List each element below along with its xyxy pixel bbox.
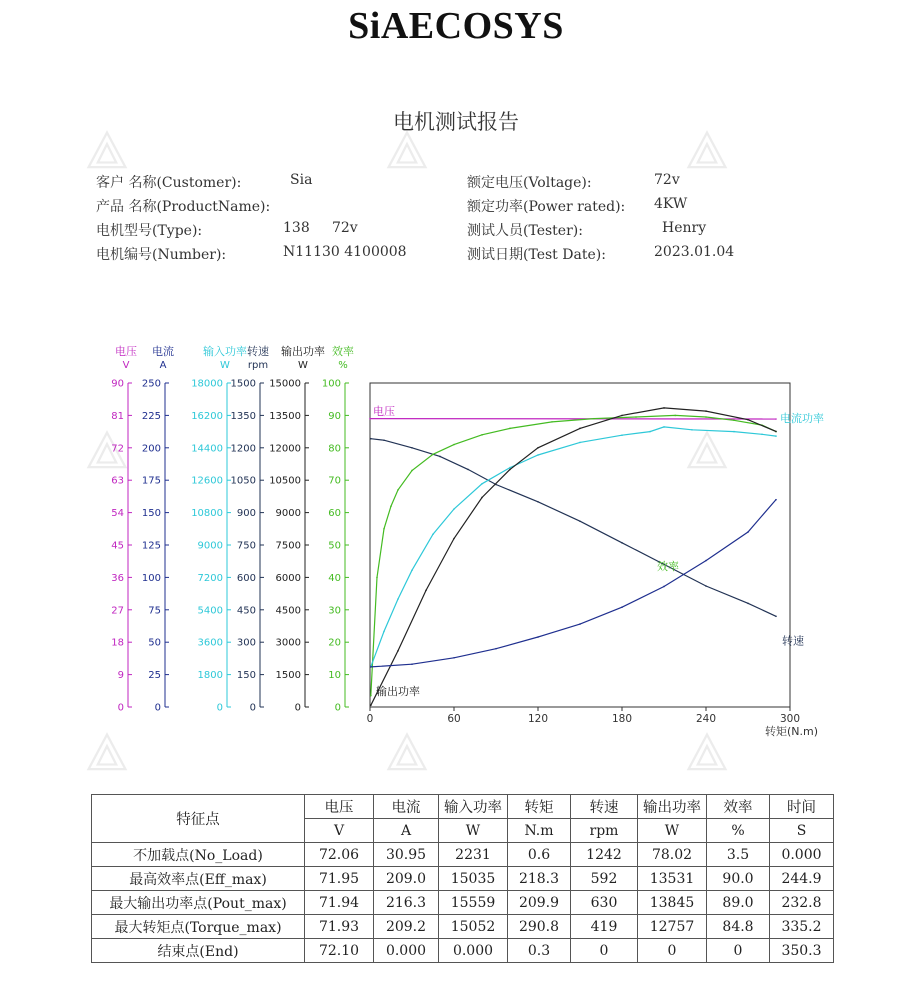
table-cell: 90.0 <box>707 867 770 891</box>
y-tick-label-voltage: 81 <box>111 410 124 422</box>
y-tick-label-speed: 1350 <box>230 410 256 422</box>
curve-label-efficiency: 效率 <box>657 560 679 573</box>
y-tick-label-voltage: 27 <box>111 605 124 617</box>
y-tick-label-speed: 450 <box>236 605 256 617</box>
series-line-speed <box>371 439 776 617</box>
column-header: 电流 <box>374 795 439 819</box>
data-point-input_power <box>397 598 399 600</box>
series-line-efficiency <box>371 415 776 695</box>
data-point-speed <box>411 447 413 449</box>
y-tick-label-current: 125 <box>141 540 161 552</box>
axis-title-speed: 转速 <box>247 345 269 358</box>
table-row <box>92 843 834 867</box>
info-voltage-label: 额定电压(Voltage): <box>467 175 592 191</box>
data-point-output_power <box>621 415 623 417</box>
data-point-output_power <box>425 590 427 592</box>
data-point-input_power <box>432 533 434 535</box>
y-tick-label-speed: 300 <box>236 637 256 649</box>
table-row <box>92 915 834 939</box>
unit-cell: A <box>374 819 439 843</box>
data-point-efficiency <box>411 470 413 472</box>
data-point-efficiency <box>705 416 707 418</box>
data-point-input_power <box>509 467 511 469</box>
unit-cell: % <box>707 819 770 843</box>
y-tick-label-efficiency: 30 <box>328 605 341 617</box>
data-point-input_power <box>761 434 763 436</box>
y-tick-label-voltage: 9 <box>117 670 124 682</box>
table-cell: 72.10 <box>305 939 374 963</box>
info-power-label: 额定功率(Power rated): <box>467 199 626 215</box>
y-tick-label-voltage: 36 <box>111 572 124 584</box>
data-point-output_power <box>705 410 707 412</box>
axis-unit-efficiency: % <box>338 360 348 371</box>
data-point-input_power <box>663 426 665 428</box>
data-point-current <box>621 606 623 608</box>
axis-title-output_power: 输出功率 <box>281 345 325 358</box>
x-tick-label: 120 <box>527 713 549 725</box>
x-tick-label: 180 <box>611 713 633 725</box>
axis-title-efficiency: 效率 <box>332 345 354 358</box>
data-point-input_power <box>691 429 693 431</box>
data-point-current <box>537 636 539 638</box>
data-point-current <box>775 499 777 501</box>
info-product-label: 产品 名称(ProductName): <box>96 199 271 215</box>
table-cell: 350.3 <box>770 939 834 963</box>
table-cell: 630 <box>571 891 638 915</box>
column-header: 输出功率 <box>638 795 707 819</box>
data-point-efficiency <box>376 577 378 579</box>
data-point-current <box>495 648 497 650</box>
y-tick-label-output_power: 9000 <box>275 508 301 520</box>
y-tick-label-current: 250 <box>141 378 161 390</box>
y-tick-label-efficiency: 10 <box>328 670 341 682</box>
table-cell: 0.000 <box>439 939 508 963</box>
data-point-speed <box>383 439 385 441</box>
info-voltage-value: 72v <box>654 172 680 188</box>
y-tick-label-current: 175 <box>141 475 161 487</box>
y-tick-label-speed: 900 <box>236 508 256 520</box>
data-point-output_power <box>397 650 399 652</box>
table-cell: 216.3 <box>374 891 439 915</box>
y-tick-label-output_power: 12000 <box>269 443 301 455</box>
table-cell: 84.8 <box>707 915 770 939</box>
table-cell: 30.95 <box>374 843 439 867</box>
info-customer-value: Sia <box>290 172 313 188</box>
table-cell: 0 <box>707 939 770 963</box>
y-tick-label-input_power: 7200 <box>197 572 223 584</box>
x-tick-label: 300 <box>779 713 801 725</box>
table-cell: 0.000 <box>374 939 439 963</box>
data-point-efficiency <box>432 453 434 455</box>
table-row <box>92 939 834 963</box>
data-point-output_power <box>453 538 455 540</box>
table-cell: 419 <box>571 915 638 939</box>
table-row <box>92 891 834 915</box>
y-tick-label-input_power: 14400 <box>191 443 223 455</box>
table-cell: 2231 <box>439 843 508 867</box>
y-tick-label-output_power: 15000 <box>269 378 301 390</box>
data-point-output_power <box>579 428 581 430</box>
y-tick-label-speed: 1050 <box>230 475 256 487</box>
y-tick-label-voltage: 0 <box>117 702 124 714</box>
characteristic-points-table <box>91 794 834 963</box>
table-cell: 72.06 <box>305 843 374 867</box>
y-tick-label-speed: 0 <box>249 702 256 714</box>
y-tick-label-efficiency: 100 <box>321 378 341 390</box>
table-cell: 最大输出功率点(Pout_max) <box>92 891 305 915</box>
y-tick-label-current: 75 <box>148 605 161 617</box>
table-cell: 最大转矩点(Torque_max) <box>92 915 305 939</box>
y-tick-label-current: 225 <box>141 410 161 422</box>
y-tick-label-output_power: 1500 <box>275 670 301 682</box>
column-header: 时间 <box>770 795 834 819</box>
data-point-output_power <box>663 407 665 409</box>
y-tick-label-input_power: 0 <box>216 702 223 714</box>
data-point-speed <box>621 542 623 544</box>
y-tick-label-speed: 1500 <box>230 378 256 390</box>
y-tick-label-voltage: 72 <box>111 443 124 455</box>
table-cell: 3.5 <box>707 843 770 867</box>
table-header-row <box>92 795 834 819</box>
y-tick-label-current: 0 <box>154 702 161 714</box>
table-cell: 15052 <box>439 915 508 939</box>
axis-title-input_power: 输入功率 <box>203 345 247 358</box>
table-cell: 218.3 <box>508 867 571 891</box>
info-customer-label: 客户 名称(Customer): <box>96 175 242 191</box>
table-cell: 71.93 <box>305 915 374 939</box>
table-cell: 209.9 <box>508 891 571 915</box>
y-tick-label-efficiency: 60 <box>328 508 341 520</box>
brand-logo: SiAECOSYS <box>348 5 564 47</box>
unit-cell: rpm <box>571 819 638 843</box>
data-point-input_power <box>579 442 581 444</box>
data-point-input_power <box>649 431 651 433</box>
y-tick-label-input_power: 9000 <box>197 540 223 552</box>
series-line-current <box>371 500 776 667</box>
info-number-value: N11130 4100008 <box>283 244 407 260</box>
table-cell: 12757 <box>638 915 707 939</box>
table-cell: 335.2 <box>770 915 834 939</box>
y-tick-label-input_power: 10800 <box>191 508 223 520</box>
data-point-speed <box>370 438 372 440</box>
data-point-efficiency <box>397 489 399 491</box>
axis-title-voltage: 电压 <box>115 345 137 358</box>
column-header: 转矩 <box>508 795 571 819</box>
data-point-input_power <box>537 454 539 456</box>
table-cell: 78.02 <box>638 843 707 867</box>
data-point-input_power <box>775 435 777 437</box>
axis-unit-output_power: W <box>298 360 308 371</box>
y-tick-label-efficiency: 90 <box>328 410 341 422</box>
column-header: 效率 <box>707 795 770 819</box>
y-tick-label-current: 50 <box>148 637 161 649</box>
column-header: 输入功率 <box>439 795 508 819</box>
table-cell: 1242 <box>571 843 638 867</box>
table-row <box>92 867 834 891</box>
x-axis-label: 转矩(N.m) <box>765 725 819 738</box>
y-tick-label-speed: 1200 <box>230 443 256 455</box>
table-cell: 71.94 <box>305 891 374 915</box>
y-tick-label-output_power: 0 <box>294 702 301 714</box>
y-tick-label-efficiency: 20 <box>328 637 341 649</box>
table-cell: 0.000 <box>770 843 834 867</box>
y-tick-label-input_power: 16200 <box>191 410 223 422</box>
data-point-efficiency <box>635 416 637 418</box>
column-header: 特征点 <box>92 795 305 843</box>
table-cell: 71.95 <box>305 867 374 891</box>
unit-cell: W <box>638 819 707 843</box>
y-tick-label-speed: 600 <box>236 572 256 584</box>
y-tick-label-speed: 150 <box>236 670 256 682</box>
data-point-current <box>663 586 665 588</box>
y-tick-label-output_power: 6000 <box>275 572 301 584</box>
y-tick-label-output_power: 10500 <box>269 475 301 487</box>
motor-performance-chart <box>100 340 850 745</box>
y-tick-label-current: 25 <box>148 670 161 682</box>
y-tick-label-input_power: 12600 <box>191 475 223 487</box>
data-point-output_power <box>775 431 777 433</box>
watermark-icon <box>84 128 130 174</box>
table-cell: 290.8 <box>508 915 571 939</box>
info-power-value: 4KW <box>654 196 688 212</box>
table-cell: 0.3 <box>508 939 571 963</box>
data-point-current <box>453 657 455 659</box>
data-point-input_power <box>411 569 413 571</box>
x-tick-label: 60 <box>447 713 461 725</box>
column-header: 转速 <box>571 795 638 819</box>
info-tester-value: Henry <box>662 220 707 236</box>
axis-unit-input_power: W <box>220 360 230 371</box>
data-point-efficiency <box>509 428 511 430</box>
curve-label-output-power: 输出功率 <box>376 685 420 698</box>
unit-cell: W <box>439 819 508 843</box>
data-point-efficiency <box>453 444 455 446</box>
data-point-output_power <box>537 447 539 449</box>
watermark-icon <box>684 128 730 174</box>
watermark-icon <box>384 128 430 174</box>
y-tick-label-input_power: 1800 <box>197 670 223 682</box>
y-tick-label-efficiency: 0 <box>334 702 341 714</box>
y-tick-label-current: 150 <box>141 508 161 520</box>
y-tick-label-efficiency: 80 <box>328 443 341 455</box>
table-cell: 209.0 <box>374 867 439 891</box>
info-date-value: 2023.01.04 <box>654 244 735 260</box>
y-tick-label-voltage: 54 <box>111 508 124 520</box>
data-point-speed <box>439 456 441 458</box>
table-cell: 89.0 <box>707 891 770 915</box>
data-point-input_power <box>383 631 385 633</box>
data-point-efficiency <box>481 434 483 436</box>
data-point-efficiency <box>733 419 735 421</box>
table-cell: 15559 <box>439 891 508 915</box>
x-tick-label: 0 <box>366 713 374 725</box>
data-point-voltage <box>775 418 777 420</box>
y-tick-label-voltage: 45 <box>111 540 124 552</box>
y-tick-label-current: 200 <box>141 443 161 455</box>
unit-cell: N.m <box>508 819 571 843</box>
y-tick-label-output_power: 13500 <box>269 410 301 422</box>
table-cell: 结束点(End) <box>92 939 305 963</box>
table-cell: 13845 <box>638 891 707 915</box>
y-tick-label-current: 100 <box>141 572 161 584</box>
data-point-output_power <box>481 497 483 499</box>
table-cell: 232.8 <box>770 891 834 915</box>
data-point-output_power <box>370 705 372 707</box>
data-point-speed <box>747 603 749 605</box>
unit-cell: S <box>770 819 834 843</box>
info-number-label: 电机编号(Number): <box>96 247 227 263</box>
axis-unit-voltage: V <box>122 360 130 371</box>
data-point-speed <box>775 615 777 617</box>
column-header: 电压 <box>305 795 374 819</box>
data-point-input_power <box>453 508 455 510</box>
data-point-speed <box>705 585 707 587</box>
y-tick-label-voltage: 63 <box>111 475 124 487</box>
y-tick-label-voltage: 18 <box>111 637 124 649</box>
y-tick-label-output_power: 7500 <box>275 540 301 552</box>
y-tick-label-output_power: 3000 <box>275 637 301 649</box>
axis-unit-speed: rpm <box>247 360 269 371</box>
curve-label-voltage: 电压 <box>373 405 395 418</box>
data-point-efficiency <box>674 415 676 417</box>
y-tick-label-input_power: 3600 <box>197 637 223 649</box>
data-point-current <box>370 666 372 668</box>
table-cell: 最高效率点(Eff_max) <box>92 867 305 891</box>
info-type-value: 138 72v <box>283 220 358 236</box>
y-tick-label-output_power: 4500 <box>275 605 301 617</box>
data-point-efficiency <box>551 421 553 423</box>
data-point-efficiency <box>593 418 595 420</box>
data-point-efficiency <box>390 505 392 507</box>
y-tick-label-efficiency: 50 <box>328 540 341 552</box>
data-point-current <box>747 531 749 533</box>
table-cell: 不加载点(No_Load) <box>92 843 305 867</box>
data-point-efficiency <box>383 528 385 530</box>
y-tick-label-speed: 750 <box>236 540 256 552</box>
table-cell: 15035 <box>439 867 508 891</box>
y-tick-label-efficiency: 40 <box>328 572 341 584</box>
table-cell: 13531 <box>638 867 707 891</box>
data-point-input_power <box>733 431 735 433</box>
table-cell: 244.9 <box>770 867 834 891</box>
table-cell: 0.6 <box>508 843 571 867</box>
curve-label-speed: 转速 <box>782 634 804 648</box>
data-point-voltage <box>369 418 371 420</box>
table-cell: 0 <box>638 939 707 963</box>
y-tick-label-input_power: 5400 <box>197 605 223 617</box>
y-tick-label-voltage: 90 <box>111 378 124 390</box>
table-cell: 0 <box>571 939 638 963</box>
info-type-label: 电机型号(Type): <box>96 223 203 239</box>
series-line-input_power <box>371 427 776 667</box>
data-point-efficiency <box>370 695 372 697</box>
data-point-output_power <box>747 419 749 421</box>
info-date-label: 测试日期(Test Date): <box>467 247 606 263</box>
unit-cell: V <box>305 819 374 843</box>
y-tick-label-efficiency: 70 <box>328 475 341 487</box>
y-tick-label-input_power: 18000 <box>191 378 223 390</box>
x-tick-label: 240 <box>695 713 717 725</box>
data-point-input_power <box>621 434 623 436</box>
data-point-current <box>411 663 413 665</box>
data-point-output_power <box>509 469 511 471</box>
data-point-current <box>705 560 707 562</box>
info-tester-label: 测试人员(Tester): <box>467 223 583 239</box>
axis-unit-current: A <box>159 360 167 371</box>
table-cell: 592 <box>571 867 638 891</box>
data-point-speed <box>467 469 469 471</box>
data-point-input_power <box>481 483 483 485</box>
table-cell: 209.2 <box>374 915 439 939</box>
data-point-speed <box>537 501 539 503</box>
data-point-speed <box>579 520 581 522</box>
curve-label-current-input: 电流功率 <box>780 412 824 425</box>
data-point-current <box>579 623 581 625</box>
report-title: 电机测试报告 <box>393 110 519 134</box>
axis-title-current: 电流 <box>152 345 174 358</box>
